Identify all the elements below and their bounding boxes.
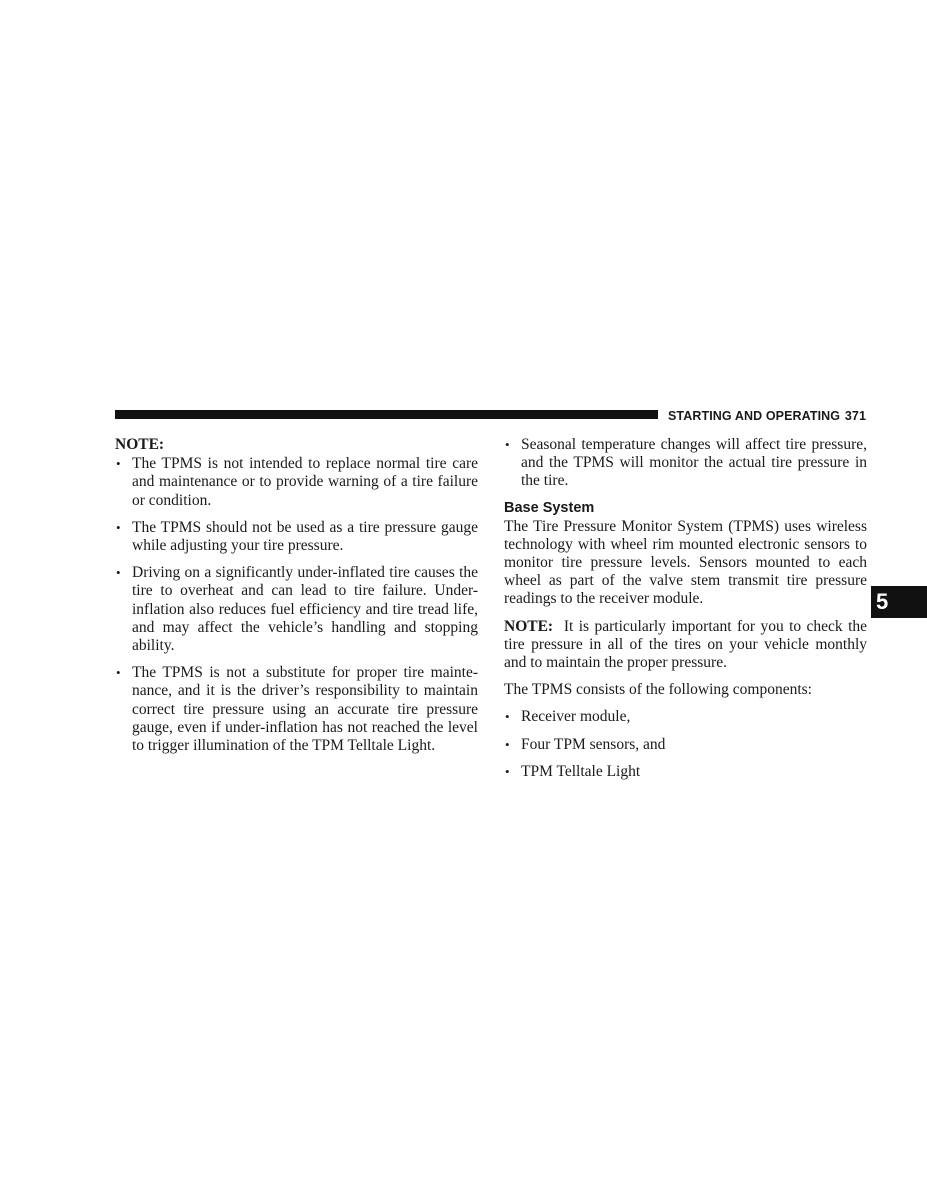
bullet-text: The TPMS is not intended to replace normal tire care and maintenance or to provide warning of a tire failure or condition.	[132, 455, 478, 509]
bullet-text: The TPMS should not be used as a tire pressure gauge while adjusting your tire pressure.	[132, 518, 478, 555]
list-item	[115, 519, 478, 555]
right-column	[504, 436, 867, 781]
bullet-icon: •	[116, 456, 121, 472]
list-item	[504, 436, 867, 491]
bullet-icon: •	[116, 519, 121, 535]
bullet-icon: •	[505, 437, 510, 452]
left-column	[115, 436, 478, 755]
intro-paragraph: The Tire Pressure Monitor System (TPMS) uses wireless technology with wheel rim mounted electronic sensors to monitor tire pressure levels. Sensors mounted to each wheel as part of the valve stem transmit tire pressure readings to the receiver module.	[504, 517, 867, 608]
bullet-text: The TPMS is not a substitute for proper tire mainte-nance, and it is the driver’s responsibility to maintain correct tire pressure using an accurate tire pressure gauge, even if under-inflation has not reached the level to trigger illumination of the TPM Telltale Light.	[132, 664, 478, 755]
bullet-text: Four TPM sensors, and	[521, 735, 666, 753]
list-item	[504, 736, 867, 754]
bullet-icon: •	[116, 665, 121, 681]
note-text: It is particularly important for you to check the tire pressure in all of the tires on your vehicle monthly and to maintain the proper pressure.	[504, 617, 868, 672]
page-number: 371	[844, 409, 866, 423]
components-list	[504, 708, 867, 781]
note-label: NOTE:	[504, 617, 554, 635]
list-item	[504, 708, 867, 726]
bullet-icon: •	[505, 709, 510, 725]
chapter-tab: 5	[871, 586, 927, 618]
list-item	[504, 763, 867, 781]
note-label: NOTE:	[115, 436, 165, 453]
section-title: STARTING AND OPERATING	[668, 409, 841, 423]
bullet-icon: •	[505, 763, 510, 779]
list-item	[115, 564, 478, 655]
continued-bullet-list	[504, 436, 867, 491]
header-rule	[115, 410, 658, 419]
section-heading: Base System	[504, 499, 595, 516]
list-item	[115, 455, 478, 510]
bullet-text: TPM Telltale Light	[521, 762, 641, 780]
bullet-text: Driving on a significantly under-inflated tire causes the tire to overheat and can lead to tire failure. Under-inflation also reduces fuel efficiency and tire tread life, and may affect the vehicle’s handling and stopping ability.	[132, 564, 478, 655]
running-header	[668, 409, 866, 423]
list-item	[115, 664, 478, 755]
components-intro: The TPMS consists of the following components:	[504, 681, 812, 699]
bullet-text: Receiver module,	[521, 708, 631, 726]
note-paragraph	[504, 618, 867, 673]
bullet-icon: •	[116, 565, 121, 581]
bullet-text: Seasonal temperature changes will affect tire pressure, and the TPMS will monitor the actual tire pressure in the tire.	[521, 436, 867, 490]
bullet-icon: •	[505, 736, 510, 752]
note-bullet-list	[115, 455, 478, 755]
